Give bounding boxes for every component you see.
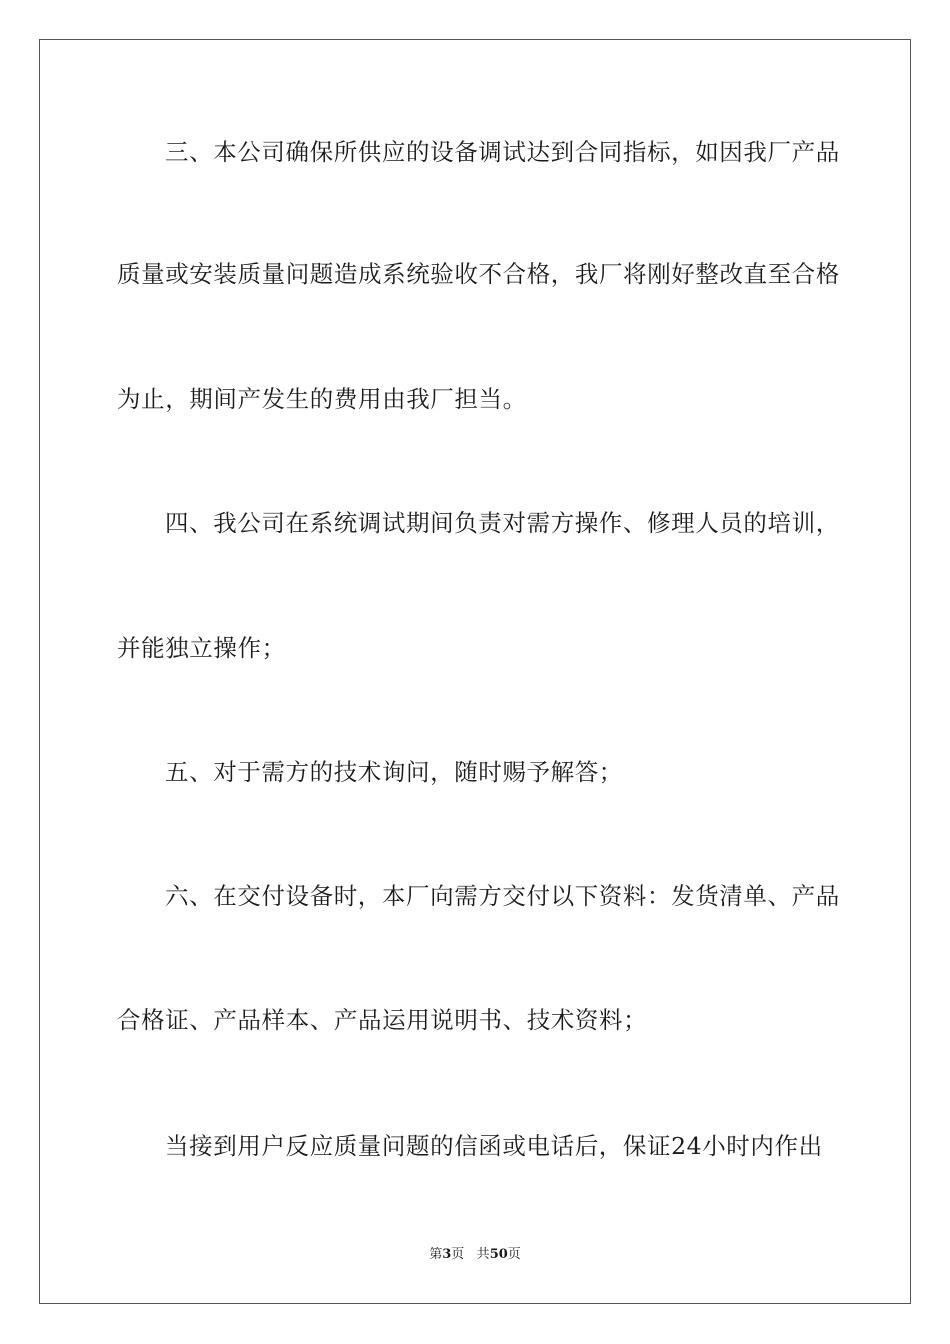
footer-page-number: 3 — [442, 1247, 452, 1262]
paragraph-4-line-2: 并能独立操作； — [117, 634, 286, 662]
page-footer — [0, 1246, 950, 1264]
footer-total-suffix: 页 — [507, 1247, 521, 1262]
footer-total-pages: 50 — [489, 1247, 508, 1262]
footer-page-suffix: 页 — [451, 1247, 465, 1262]
paragraph-3-line-3: 为止，期间产发生的费用由我厂担当。 — [117, 385, 527, 413]
paragraph-5-line-1: 五、对于需方的技术询问，随时赐予解答； — [165, 758, 623, 786]
paragraph-3-line-2: 质量或安装质量问题造成系统验收不合格，我厂将刚好整改直至合格 — [117, 260, 840, 288]
paragraph-4-line-1: 四、我公司在系统调试期间负责对需方操作、修理人员的培训， — [165, 509, 840, 537]
paragraph-6-line-1: 六、在交付设备时，本厂向需方交付以下资料：发货清单、产品 — [165, 882, 840, 910]
paragraph-7-line-1: 当接到用户反应质量问题的信函或电话后，保证24小时内作出 — [165, 1132, 823, 1160]
footer-page-prefix: 第 — [429, 1247, 443, 1262]
page-border — [39, 39, 911, 1304]
paragraph-3-line-1: 三、本公司确保所供应的设备调试达到合同指标，如因我厂产品 — [165, 138, 840, 166]
paragraph-6-line-2: 合格证、产品样本、产品运用说明书、技术资料； — [117, 1006, 648, 1034]
footer-total-prefix: 共 — [476, 1247, 490, 1262]
